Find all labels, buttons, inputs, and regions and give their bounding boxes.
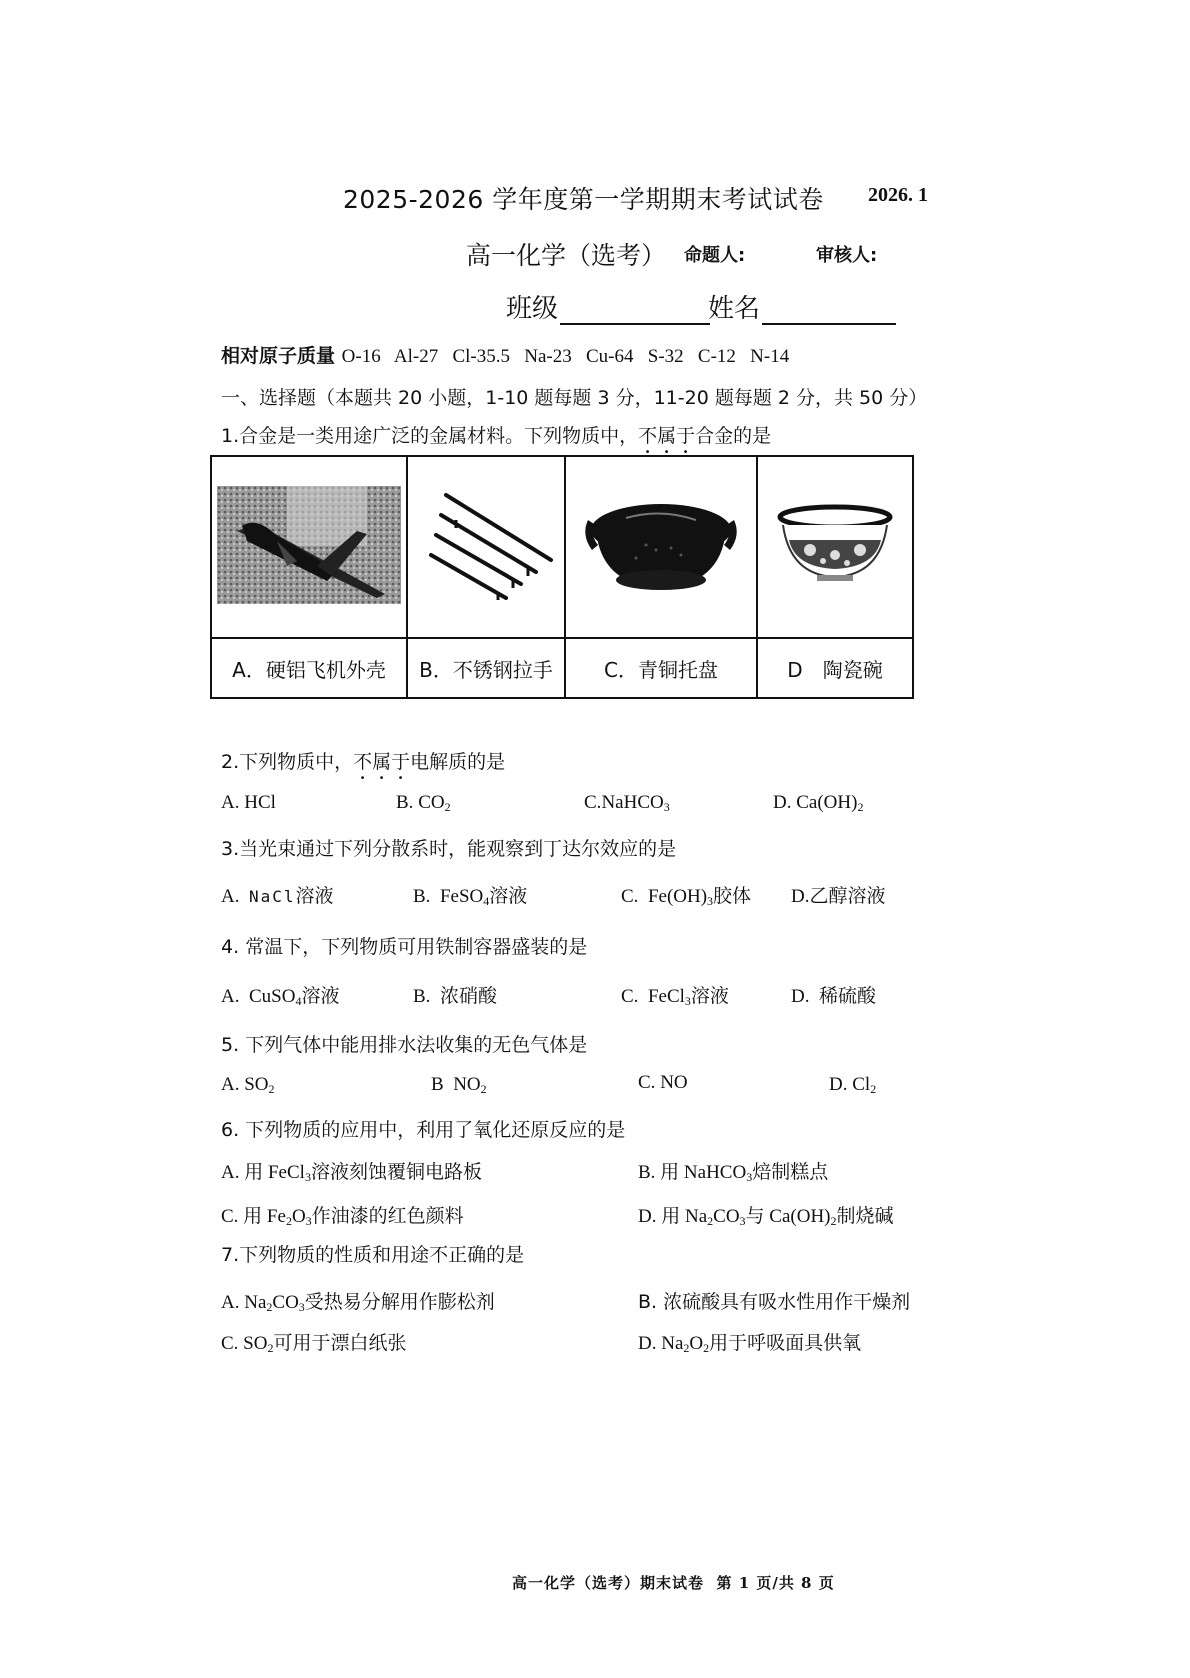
- mass-c: C-12: [697, 346, 736, 367]
- section-heading: 一、选择题（本题共 20 小题，1-10 题每题 3 分，11-20 题每题 2 分，共 50 分）: [221, 387, 928, 409]
- emphasis-not: 不属于: [353, 751, 411, 773]
- question-6-option-d[interactable]: D. 用 $Na_2CO_3$与 $Ca(OH)_2$制烧碱: [638, 1205, 894, 1228]
- question-7-stem: 7.下列物质的性质和用途不正确的是: [221, 1244, 525, 1266]
- question-5-option-d[interactable]: D. $Cl_2$: [829, 1074, 877, 1096]
- class-field[interactable]: [506, 288, 710, 325]
- mass-na: Na-23: [524, 346, 572, 367]
- question-4-stem: 4. 常温下，下列物质可用铁制容器盛装的是: [221, 936, 588, 958]
- question-2-option-d[interactable]: D. $Ca(OH)_2$: [773, 792, 864, 814]
- name-label: 姓名: [708, 294, 761, 324]
- porcelain-bowl-image: [775, 495, 895, 595]
- question-6-option-c[interactable]: C. 用 $Fe_2O_3$作油漆的红色颜料: [221, 1205, 464, 1228]
- footer-text: 高一化学（选考）期末试卷: [512, 1574, 705, 1592]
- option-d-label: D 陶瓷碗: [757, 638, 913, 698]
- subject-title: 高一化学（选考）: [466, 241, 667, 270]
- question-4-option-d[interactable]: D. 稀硫酸: [791, 985, 876, 1007]
- question-4-option-a[interactable]: A. CuSO$_4$溶液: [221, 985, 340, 1008]
- atomic-masses: [221, 341, 789, 368]
- mass-cl: Cl-35.5: [452, 346, 511, 367]
- question-4-option-c[interactable]: C. FeCl$_3$溶液: [621, 985, 729, 1008]
- mass-s: S-32: [647, 346, 684, 367]
- name-blank[interactable]: [762, 297, 896, 325]
- question-6-option-b[interactable]: B. 用 NaHCO$_3$焙制糕点: [638, 1161, 829, 1184]
- mass-cu: Cu-64: [586, 346, 634, 367]
- question-5-option-b[interactable]: B $NO_2$: [431, 1074, 487, 1096]
- option-c-image-cell: [565, 456, 757, 638]
- question-6-stem: 6. 下列物质的应用中，利用了氧化还原反应的是: [221, 1119, 626, 1141]
- question-7-option-c[interactable]: C. $SO_2$可用于漂白纸张: [221, 1332, 407, 1355]
- question-2-option-a[interactable]: A. HCl: [221, 792, 276, 813]
- exam-date: 2026. 1: [868, 184, 928, 206]
- class-label: 班级: [506, 294, 559, 324]
- question-3-option-d[interactable]: D.乙醇溶液: [791, 885, 886, 907]
- exam-title: 2025-2026 学年度第一学期期末考试试卷: [343, 185, 824, 214]
- airplane-image: [217, 486, 401, 604]
- emphasis-not: 不属于: [638, 425, 696, 447]
- question-3-option-c[interactable]: C. $Fe(OH)_3$胶体: [621, 885, 752, 908]
- question-7-option-d[interactable]: D. $Na_2O_2$用于呼吸面具供氧: [638, 1332, 862, 1355]
- mass-o: O-16: [341, 346, 381, 367]
- page-footer: [512, 1572, 835, 1593]
- question-2-option-c[interactable]: C.NaHCO$_3$: [584, 792, 670, 814]
- option-a-image-cell: [211, 456, 407, 638]
- option-c-label: C．青铜托盘: [565, 638, 757, 698]
- question-2-option-b[interactable]: B. $CO_2$: [396, 792, 451, 814]
- handles-image: [416, 480, 556, 610]
- question-6-option-a[interactable]: A. 用 FeCl$_3$溶液刻蚀覆铜电路板: [221, 1161, 482, 1184]
- page-number: 第 1 页/共 8 页: [716, 1574, 835, 1592]
- question-7-option-b[interactable]: B. 浓硫酸具有吸水性用作干燥剂: [638, 1291, 911, 1313]
- option-d-image-cell: [757, 456, 913, 638]
- question-3-stem: 3.当光束通过下列分散系时，能观察到丁达尔效应的是: [221, 838, 677, 860]
- option-a-label: A．硬铝飞机外壳: [211, 638, 407, 698]
- reviewer-label: 审核人:: [816, 245, 878, 266]
- question-4-option-b[interactable]: B. 浓硝酸: [413, 985, 497, 1007]
- atomic-masses-label: 相对原子质量: [221, 345, 336, 367]
- question-5-option-a[interactable]: A. $SO_2$: [221, 1074, 275, 1096]
- option-b-image-cell: [407, 456, 565, 638]
- bronze-tray-image: [576, 490, 746, 600]
- name-field[interactable]: [708, 288, 896, 325]
- question-2-stem: 2.下列物质中，不属于电解质的是: [221, 751, 506, 773]
- author-label: 命题人:: [684, 245, 746, 266]
- question-5-stem: 5. 下列气体中能用排水法收集的无色气体是: [221, 1034, 588, 1056]
- mass-al: Al-27: [393, 346, 439, 367]
- option-b-label: B．不锈钢拉手: [407, 638, 565, 698]
- question-7-option-a[interactable]: A. $Na_2CO_3$受热易分解用作膨松剂: [221, 1291, 495, 1314]
- question-1-stem: 1.合金是一类用途广泛的金属材料。下列物质中，不属于合金的是: [221, 425, 772, 447]
- question-3-option-b[interactable]: B. FeSO$_4$溶液: [413, 885, 528, 908]
- question-1-table: [210, 455, 914, 699]
- class-blank[interactable]: [560, 297, 710, 325]
- mass-n: N-14: [750, 346, 790, 367]
- question-5-option-c[interactable]: C. NO: [638, 1072, 688, 1093]
- question-3-option-a[interactable]: A. NaCl溶液: [221, 885, 334, 907]
